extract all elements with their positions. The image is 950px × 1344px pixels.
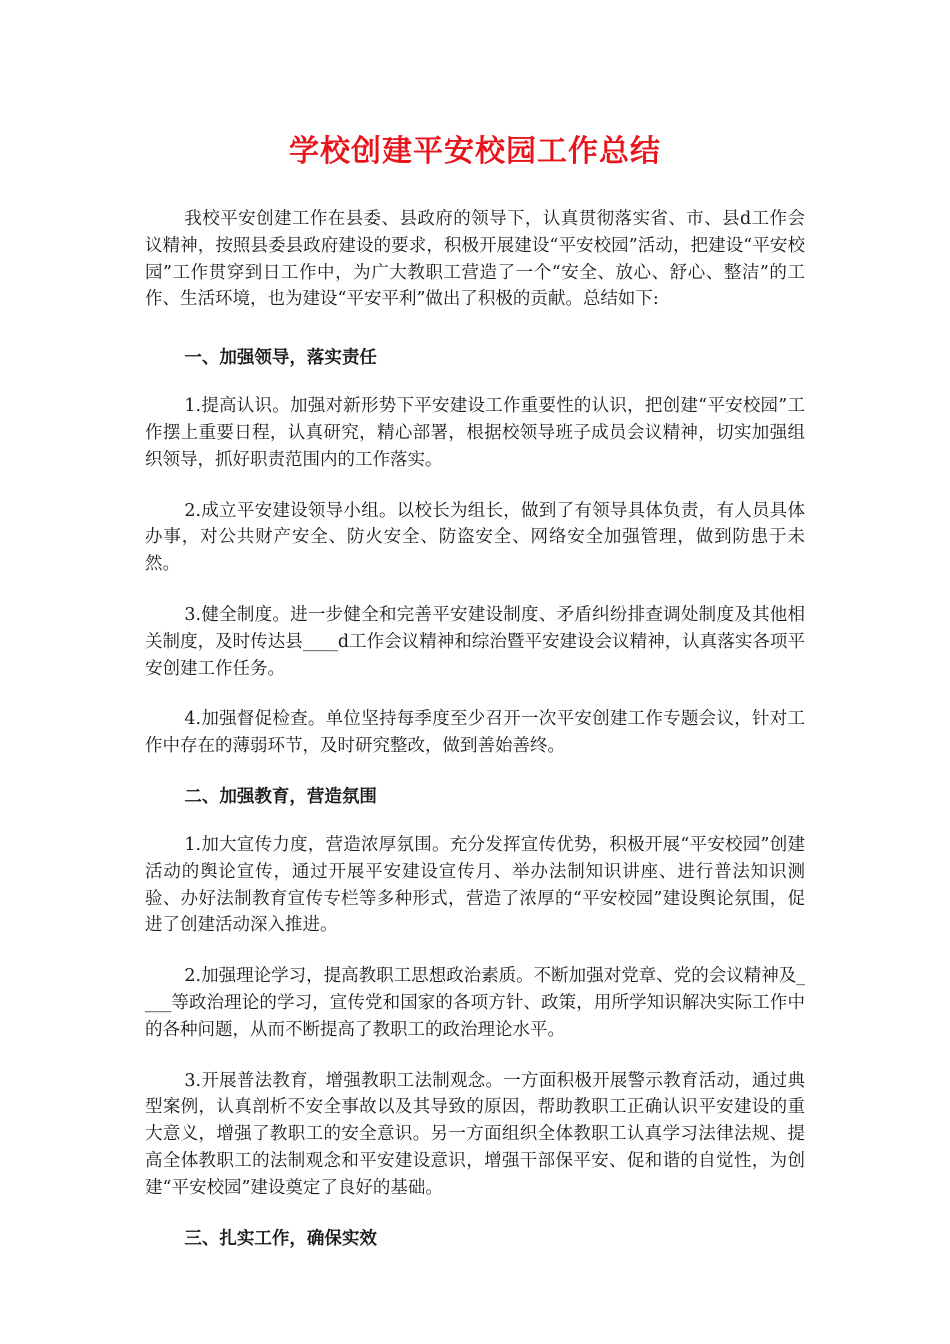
intro-paragraph: 我校平安创建工作在县委、县政府的领导下，认真贯彻落实省、市、县d工作会议精神，按照县委县政府建设的要求，积极开展建设“平安校园”活动，把建设“平安校园”工作贯穿到日工作中，为广大教职工营造了一个“安全、放心、舒心、整洁”的工作、生活环境，也为建设“平安平利”做出了积极的贡献。总结如下: (145, 209, 805, 310)
section-1-paragraph-4: 4.加强督促检查。单位坚持每季度至少召开一次平安创建工作专题会议，针对工作中存在的薄弱环节，及时研究整改，做到善始善终。 (145, 709, 805, 757)
section-3-heading: 三、扎实工作，确保实效 (184, 1228, 377, 1249)
document-page (145, 130, 805, 1274)
section-2-paragraph-2: 2.加强理论学习，提高教职工思想政治素质。不断加强对党章、党的会议精神及____等政治理论的学习，宣传党和国家的各项方针、政策，用所学知识解决实际工作中的各种问题，从而不断提高了教职工的政治理论水平。 (145, 966, 805, 1040)
section-1-paragraph-1: 1.提高认识。加强对新形势下平安建设工作重要性的认识，把创建“平安校园”工作摆上重要日程，认真研究，精心部署，根据校领导班子成员会议精神，切实加强组织领导，抓好职责范围内的工作落实。 (145, 396, 805, 470)
section-2-paragraph-1: 1.加大宣传力度，营造浓厚氛围。充分发挥宣传优势，积极开展“平安校园”创建活动的舆论宣传，通过开展平安建设宣传月、举办法制知识讲座、进行普法知识测验、办好法制教育宣传专栏等多种形式，营造了浓厚的“平安校园”建设舆论氛围，促进了创建活动深入推进。 (145, 834, 805, 936)
section-2-paragraph-3: 3.开展普法教育，增强教职工法制观念。一方面积极开展警示教育活动，通过典型案例，认真剖析不安全事故以及其导致的原因，帮助教职工正确认识平安建设的重大意义，增强了教职工的安全意识。另一方面组织全体教职工认真学习法律法规、提高全体教职工的法制观念和平安建设意识，增强干部保平安、促和谐的自觉性，为创建“平安校园”建设奠定了良好的基础。 (145, 1070, 805, 1198)
document-title: 学校创建平安校园工作总结 (289, 134, 661, 169)
section-1-heading: 一、加强领导，落实责任 (184, 348, 377, 369)
section-1-paragraph-3: 3.健全制度。进一步健全和完善平安建设制度、矛盾纠纷排查调处制度及其他相关制度，及时传达县____d工作会议精神和综治暨平安建设会议精神，认真落实各项平安创建工作任务。 (145, 604, 805, 679)
section-2-heading: 二、加强教育，营造氛围 (184, 786, 377, 807)
section-1-paragraph-2: 2.成立平安建设领导小组。以校长为组长，做到了有领导具体负责，有人员具体办事，对公共财产安全、防火安全、防盗安全、网络安全加强管理，做到防患于未然。 (145, 500, 805, 575)
